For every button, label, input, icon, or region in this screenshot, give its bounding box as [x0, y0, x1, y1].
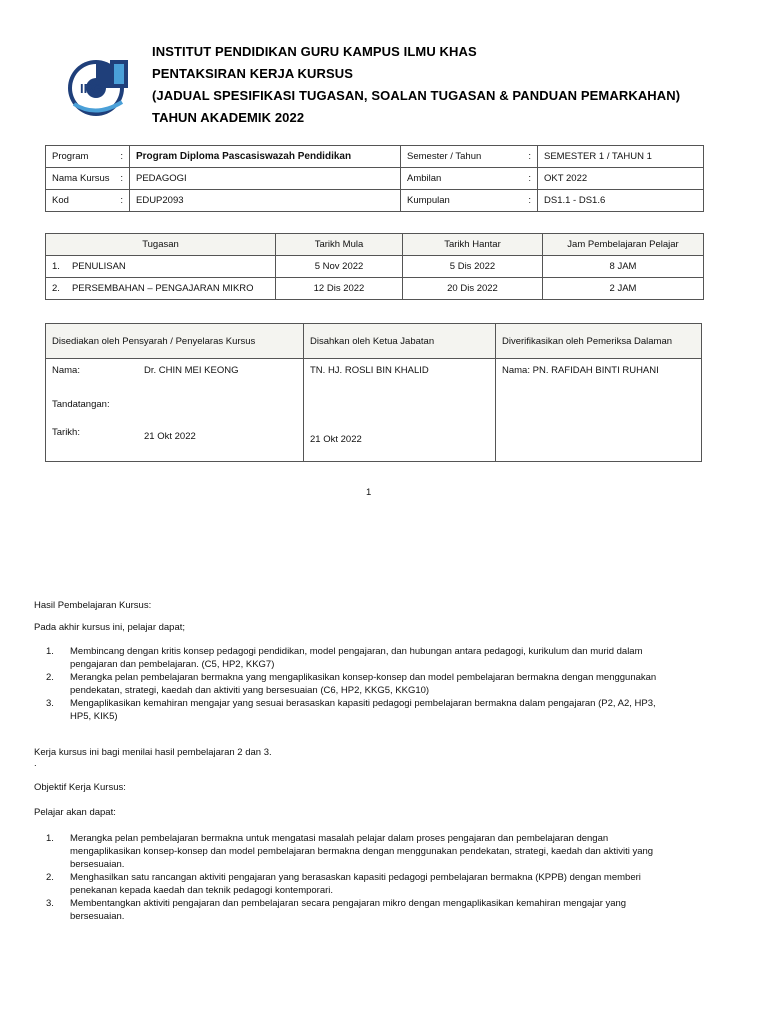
task-start: 12 Dis 2022 — [276, 278, 403, 300]
table-header-row — [46, 234, 704, 256]
task-start: 5 Nov 2022 — [276, 256, 403, 278]
header-line-4: TAHUN AKADEMIK 2022 — [152, 110, 305, 125]
signature-table — [45, 323, 702, 462]
table-header-row — [46, 324, 702, 359]
objectives-list — [34, 832, 704, 923]
table-row — [46, 190, 704, 212]
section-title-objektif: Objektif Kerja Kursus: — [34, 782, 126, 793]
sign-col-2 — [304, 359, 496, 462]
lecturer-name: Dr. CHIN MEI KEONG — [144, 365, 239, 376]
table-row — [46, 256, 704, 278]
task-due: 5 Dis 2022 — [403, 256, 543, 278]
list-item: 2. Menghasilkan satu rancangan aktiviti pengajaran yang berasaskan kapasiti pedagogi pembelajaran bermakna (KPPB) dengan memberi penekanan kepada kaedah dan teknik pedagogi kontemporari. — [46, 872, 641, 896]
info-value-semester: SEMESTER 1 / TAHUN 1 — [538, 146, 704, 168]
page-number: 1 — [366, 487, 372, 498]
sign-col-3 — [496, 359, 702, 462]
section-intro-hasil: Pada akhir kursus ini, pelajar dapat; — [34, 622, 186, 633]
section-intro-objektif: Pelajar akan dapat: — [34, 807, 116, 818]
list-item: 3. Mengaplikasikan kemahiran mengajar yang sesuai berasaskan kapasiti pedagogi pembelajaran bermakna dalam pengajaran (P2, A2, HP3, HP5, KIK5) — [46, 698, 656, 722]
header-disediakan: Disediakan oleh Pensyarah / Penyelaras Kursus — [46, 324, 304, 359]
label-tarikh: Tarikh: — [52, 427, 80, 438]
course-info-table — [45, 145, 704, 212]
ipg-logo — [66, 54, 130, 122]
table-row — [46, 278, 704, 300]
outcomes-list — [34, 645, 704, 723]
task-hours: 8 JAM — [543, 256, 704, 278]
info-value-kod: EDUP2093 — [130, 190, 401, 212]
head-name: TN. HJ. ROSLI BIN KHALID — [310, 365, 429, 376]
head-date: 21 Okt 2022 — [310, 434, 362, 445]
note-dot: . — [34, 758, 37, 769]
header-disahkan: Disahkan oleh Ketua Jabatan — [304, 324, 496, 359]
table-row — [46, 168, 704, 190]
info-value-program: Program Diploma Pascasiswazah Pendidikan — [130, 146, 401, 168]
header-tarikh-mula: Tarikh Mula — [276, 234, 403, 256]
assessment-note: Kerja kursus ini bagi menilai hasil pembelajaran 2 dan 3. — [34, 747, 272, 758]
task-table — [45, 233, 704, 300]
task-hours: 2 JAM — [543, 278, 704, 300]
task-name: 1. PENULISAN — [46, 256, 276, 278]
section-title-hasil: Hasil Pembelajaran Kursus: — [34, 600, 152, 611]
lecturer-date: 21 Okt 2022 — [144, 431, 196, 442]
info-label-kumpulan: Kumpulan : — [401, 190, 538, 212]
logo-text: IPG — [80, 81, 103, 96]
list-item: 3. Membentangkan aktiviti pengajaran dan pembelajaran secara pengajaran mikro dengan mengaplikasikan kemahiran mengajar yang bersesuaian. — [46, 898, 627, 922]
header-tarikh-hantar: Tarikh Hantar — [403, 234, 543, 256]
info-value-ambilan: OKT 2022 — [538, 168, 704, 190]
header-tugasan: Tugasan — [46, 234, 276, 256]
info-value-kursus: PEDAGOGI — [130, 168, 401, 190]
list-item: 2. Merangka pelan pembelajaran bermakna yang mengaplikasikan konsep-konsep dan model pembelajaran bermakna dengan menggunakan pendekatan, strategi, kaedah dan aktiviti yang bersesuaian (C6, HP2, KKG5, KKG10) — [46, 672, 657, 696]
table-row — [46, 146, 704, 168]
info-value-kumpulan: DS1.1 - DS1.6 — [538, 190, 704, 212]
verifier-name: Nama: PN. RAFIDAH BINTI RUHANI — [502, 365, 659, 376]
ipg-logo-graphic — [66, 54, 130, 122]
task-due: 20 Dis 2022 — [403, 278, 543, 300]
header-jam: Jam Pembelajaran Pelajar — [543, 234, 704, 256]
label-tandatangan: Tandatangan: — [52, 399, 110, 410]
list-item: 1. Membincang dengan kritis konsep pedagogi pendidikan, model pengajaran, dan hubungan antara pedagogi, kurikulum dan murid dalam pengajaran dan pembelajaran. (C5, HP2, KKG7) — [46, 646, 643, 670]
info-label-kod: Kod : — [46, 190, 130, 212]
label-nama: Nama: — [52, 365, 80, 376]
info-label-program: Program : — [46, 146, 130, 168]
header-line-3: (JADUAL SPESIFIKASI TUGASAN, SOALAN TUGASAN & PANDUAN PEMARKAHAN) — [152, 88, 681, 103]
list-item: 1. Merangka pelan pembelajaran bermakna untuk mengatasi masalah pelajar dalam proses pengajaran dan pembelajaran dengan mengaplikasikan konsep-konsep dan model pembelajaran bermakna dengan menggunakan pendekatan, strategi, kaedah dan aktiviti yang bersesuaian. — [46, 833, 654, 870]
table-row — [46, 359, 702, 462]
header-line-2: PENTAKSIRAN KERJA KURSUS — [152, 66, 354, 81]
sign-col-1 — [46, 359, 304, 462]
info-label-semester: Semester / Tahun : — [401, 146, 538, 168]
header-diverifikasi: Diverifikasikan oleh Pemeriksa Dalaman — [496, 324, 702, 359]
info-label-kursus: Nama Kursus : — [46, 168, 130, 190]
info-label-ambilan: Ambilan : — [401, 168, 538, 190]
header-line-1: INSTITUT PENDIDIKAN GURU KAMPUS ILMU KHAS — [152, 44, 477, 59]
task-name: 2. PERSEMBAHAN – PENGAJARAN MIKRO — [46, 278, 276, 300]
